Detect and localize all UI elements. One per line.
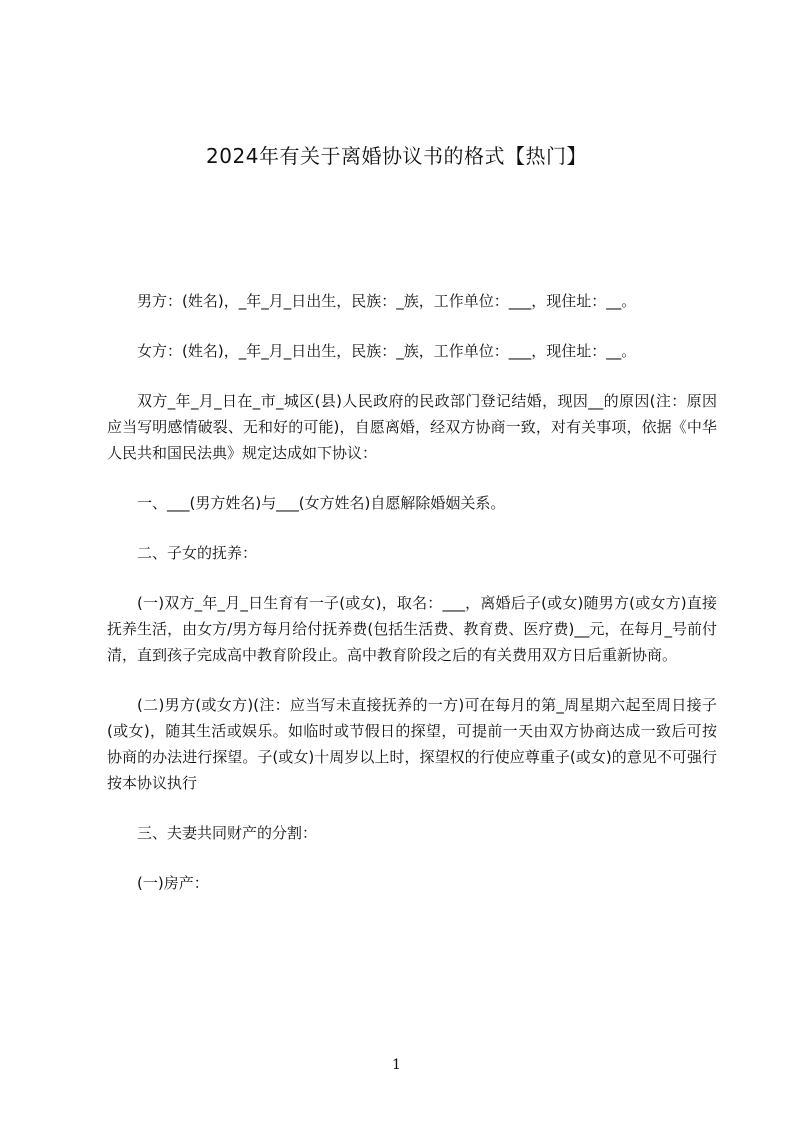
paragraph-property-heading: (一)房产： xyxy=(137,874,209,892)
paragraph-clause-2-heading: 二、子女的抚养： xyxy=(137,544,258,562)
page-number: 1 xyxy=(392,1057,401,1073)
paragraph-marriage-info: 双方_年_月_日在_市_城区(县)人民政府的民政部门登记结婚，现因__的原因(注：原因应当写明感情破裂、无和好的可能)，自愿离婚，经双方协商一致，对有关事项，依据《中华人民共和国民法典》规定达成如下协议： xyxy=(107,392,717,462)
document-body xyxy=(107,288,717,896)
document-title: 2024年有关于离婚协议书的格式【热门】 xyxy=(206,144,587,168)
paragraph-visitation: (二)男方(或女方)(注：应当写未直接抚养的一方)可在每月的第_周星期六起至周日接子(或女)，随其生活或娱乐。如临时或节假日的探望，可提前一天由双方协商达成一致后可按协商的办法进行探望。子(或女)十周岁以上时，探望权的行使应尊重子(或女)的意见不可强行按本协议执行 xyxy=(107,696,717,792)
paragraph-clause-3-heading: 三、夫妻共同财产的分割： xyxy=(137,824,318,842)
paragraph-child-support: (一)双方_年_月_日生育有一子(或女)，取名：___，离婚后子(或女)随男方(或女方)直接抚养生活，由女方/男方每月给付抚养费(包括生活费、教育费、医疗费)__元，在每月_号前付清，直到孩子完成高中教育阶段止。高中教育阶段之后的有关费用双方日后重新协商。 xyxy=(107,594,717,664)
paragraph-clause-1: 一、___(男方姓名)与___(女方姓名)自愿解除婚姻关系。 xyxy=(137,494,506,512)
paragraph-female-party: 女方：(姓名)，_年_月_日出生，民族：_族，工作单位：___，现住址：__。 xyxy=(137,342,637,360)
paragraph-male-party: 男方：(姓名)，_年_月_日出生，民族：_族，工作单位：___，现住址：__。 xyxy=(137,292,637,310)
